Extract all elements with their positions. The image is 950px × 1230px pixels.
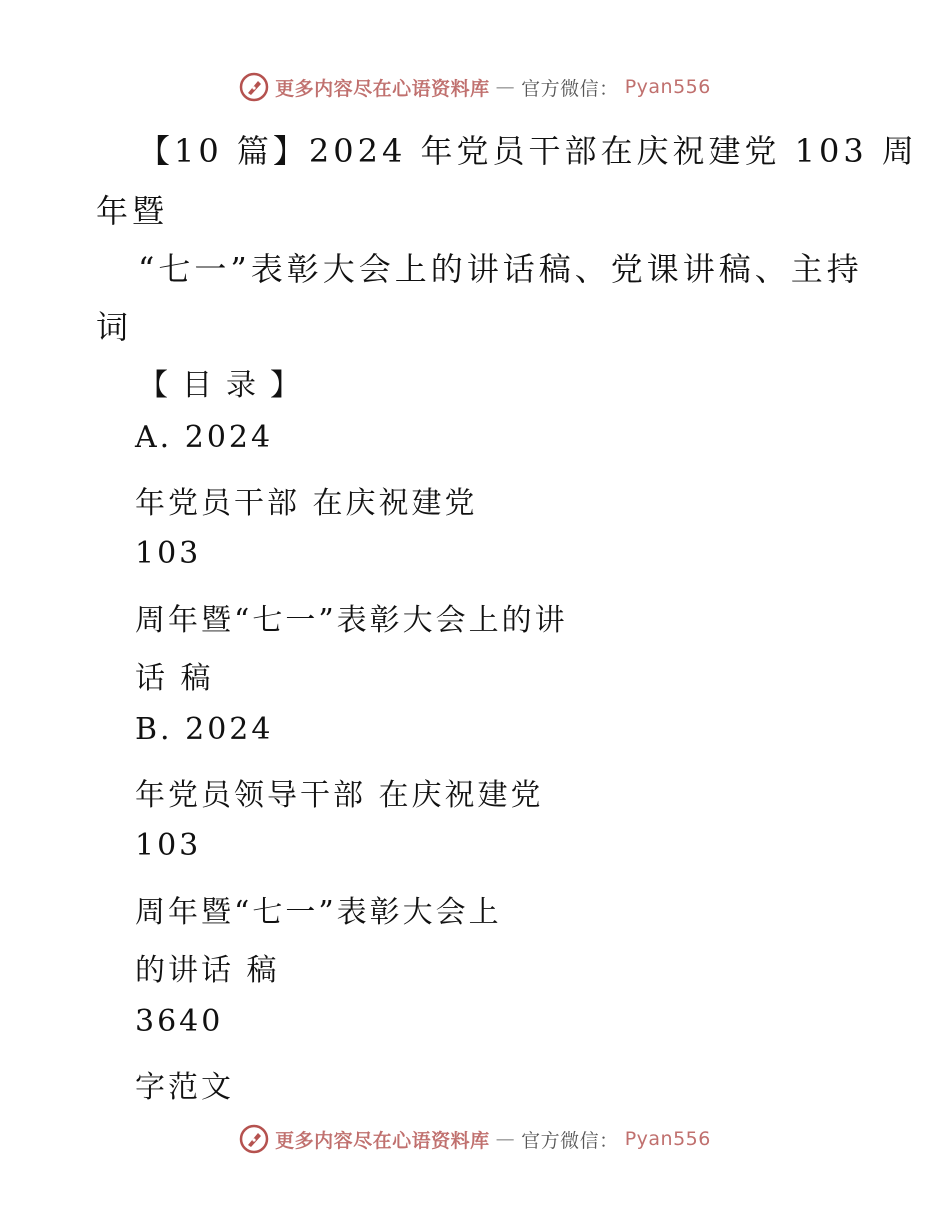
toc-line: 周年暨“七一”表彰大会上 (135, 895, 502, 930)
watermark-wechat-id: Pyan556 (624, 1128, 711, 1150)
toc-line: 年党员干部 在庆祝建党 (135, 486, 478, 521)
document-title-line-3: “七一”表彰大会上的讲话稿、党课讲稿、主持 (138, 250, 863, 288)
watermark-dash: — (495, 76, 516, 98)
toc-line: 话 稿 (135, 661, 214, 696)
document-title-line-1: 【10 篇】2024 年党员干部在庆祝建党 103 周 (138, 132, 918, 170)
footer-watermark (0, 1124, 950, 1154)
toc-line: 103 (135, 828, 202, 863)
document-title-line-2: 年暨 (96, 192, 169, 230)
watermark-wechat-id: Pyan556 (624, 76, 711, 98)
toc-line: 3640 (135, 1004, 224, 1039)
watermark-dash: — (495, 1128, 516, 1150)
watermark-site-name: 更多内容尽在心语资料库 (275, 1129, 490, 1152)
pen-nib-logo-icon (239, 72, 269, 102)
pen-nib-logo-icon (239, 1124, 269, 1154)
watermark-official-label: 官方微信： (521, 77, 619, 100)
watermark-official-label: 官方微信： (521, 1129, 619, 1152)
document-title-line-4: 词 (96, 308, 133, 346)
toc-heading: 【目录】 (138, 368, 314, 403)
toc-line: 周年暨“七一”表彰大会上的讲 (135, 603, 568, 638)
toc-line: 的讲话 稿 (135, 953, 280, 988)
toc-line: 103 (135, 536, 202, 571)
header-watermark (0, 72, 950, 102)
watermark-site-name: 更多内容尽在心语资料库 (275, 77, 490, 100)
toc-line: B. 2024 (135, 712, 274, 747)
toc-line: 字范文 (135, 1070, 234, 1105)
toc-line: A. 2024 (135, 420, 274, 455)
toc-line: 年党员领导干部 在庆祝建党 (135, 778, 544, 813)
